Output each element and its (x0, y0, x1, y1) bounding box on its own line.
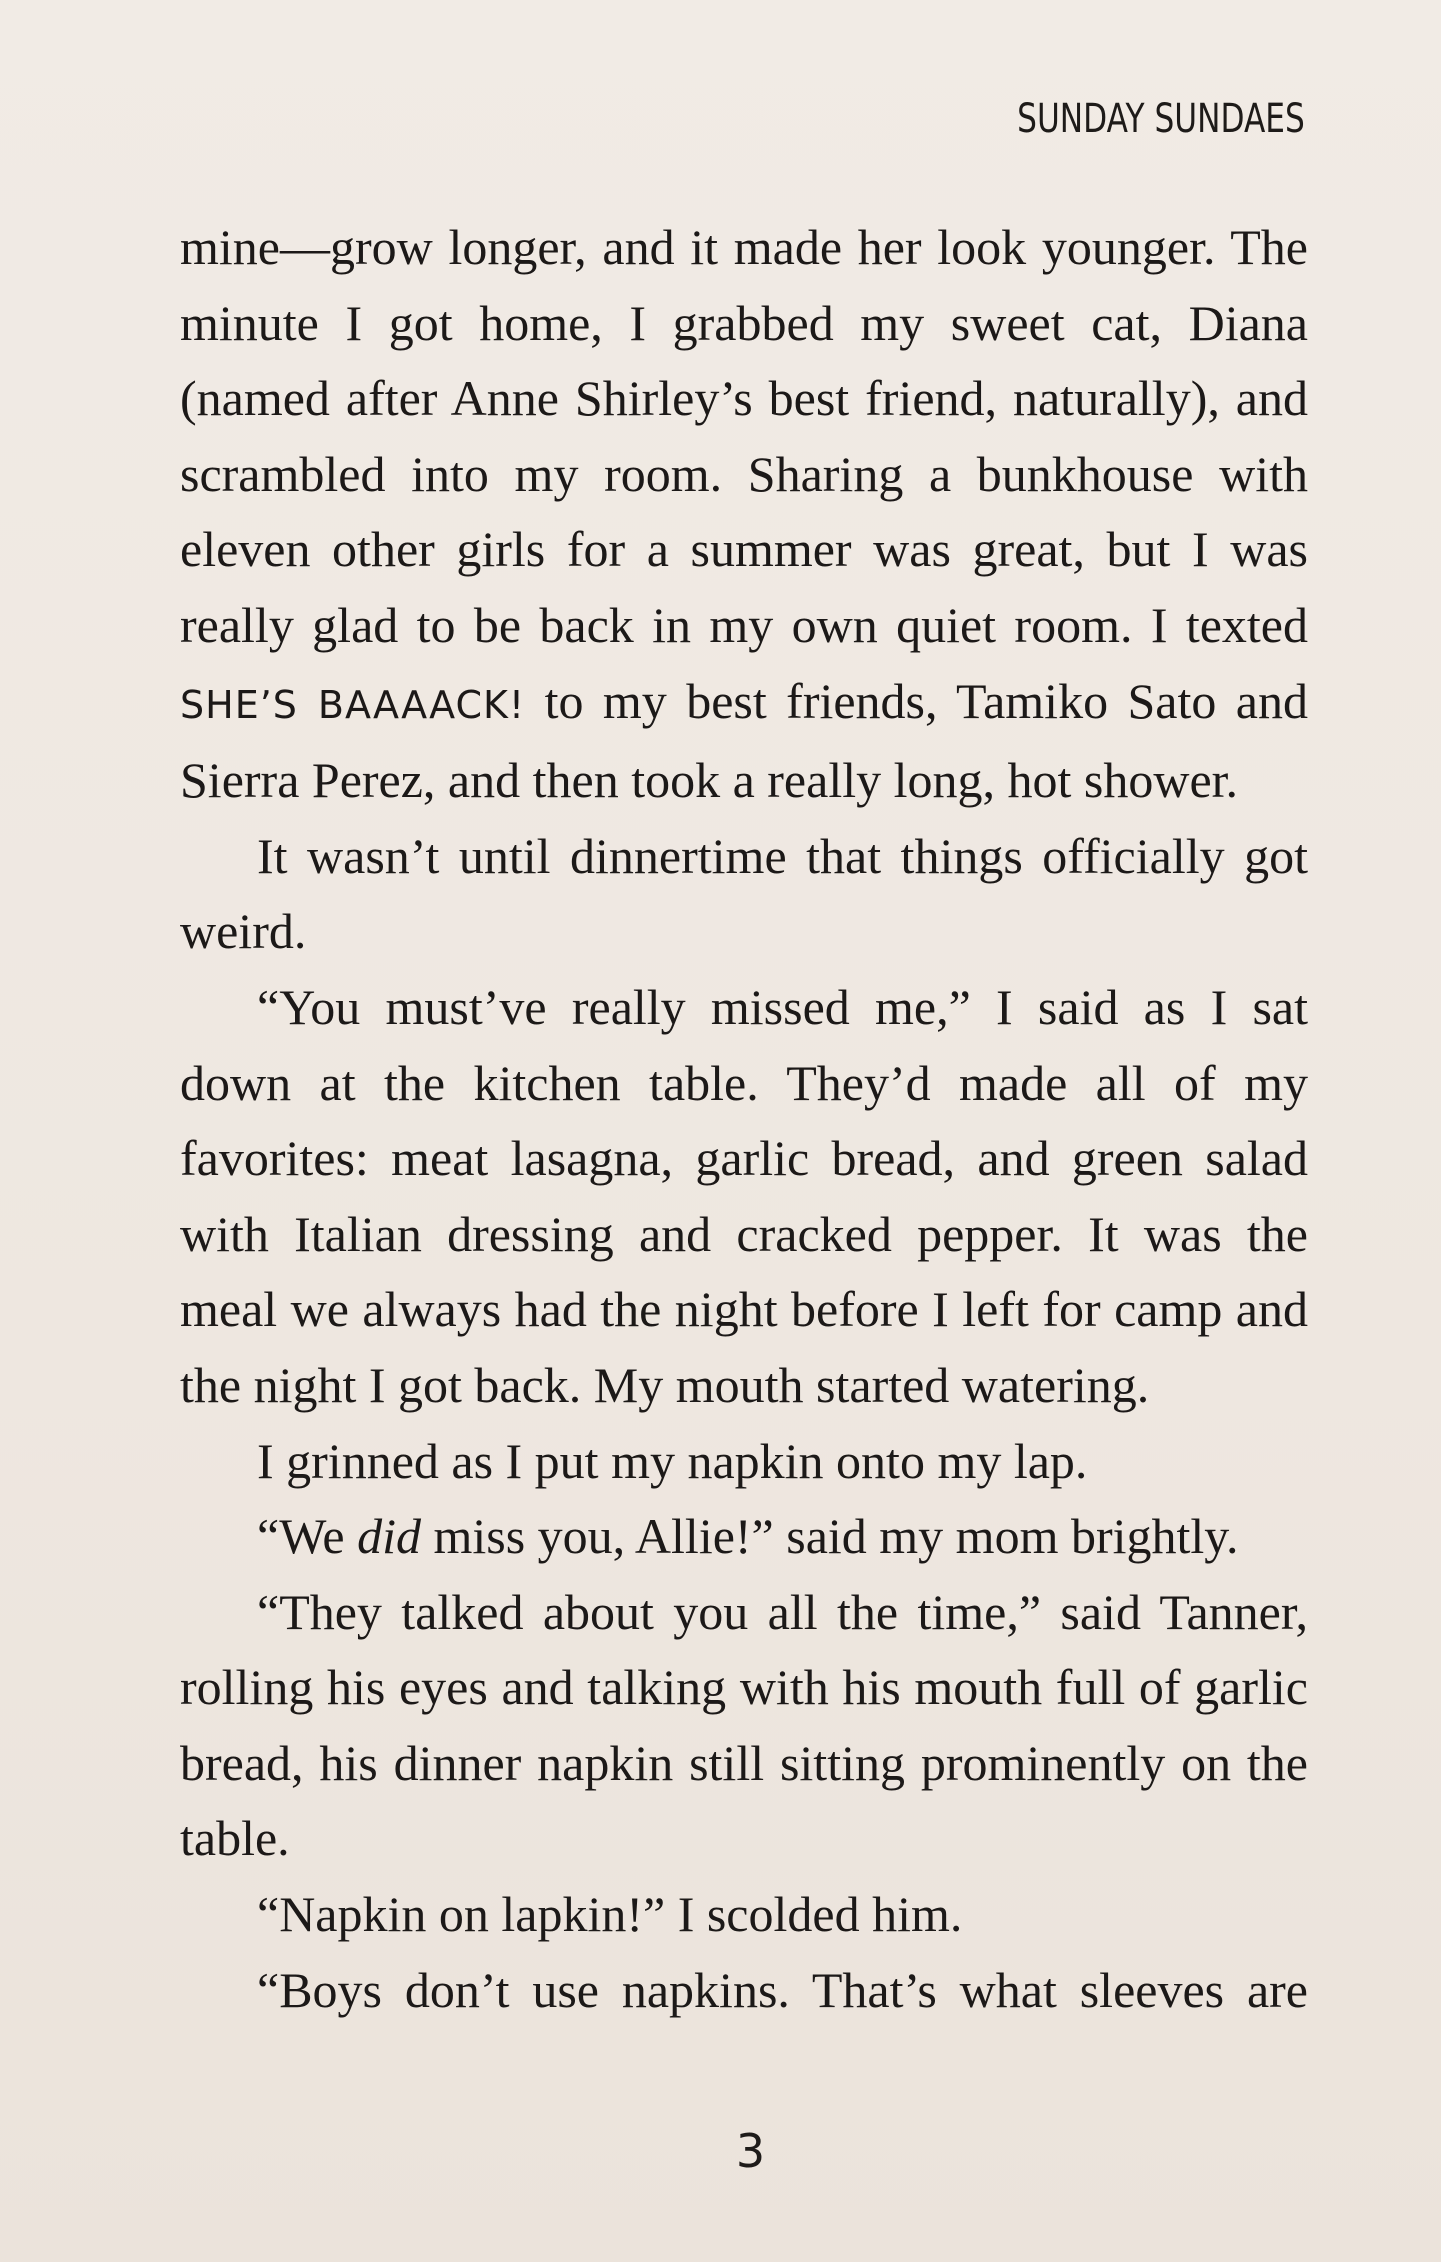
paragraph: “Napkin on lapkin!” I scolded him. (257, 1886, 963, 1943)
paragraph (180, 1499, 1308, 1575)
paragraph: It wasn’t until dinnertime that things officially got weird. (180, 827, 1308, 960)
paragraph (180, 210, 1308, 819)
paragraph: I grinned as I put my napkin onto my lap. (257, 1432, 1088, 1489)
body-text (180, 210, 1308, 2028)
page-number: 3 (735, 2124, 766, 2178)
paragraph: “You must’ve really missed me,” I said as I sat down at the kitchen table. They’d made all of my favorites: meat lasagna, garlic bread, and green salad with Italian dressing and cracked pepper. It was the meal we always had the night before I left for camp and the night I got back. My mouth started watering. (180, 978, 1308, 1413)
paragraph: “They talked about you all the time,” said Tanner, rolling his eyes and talking with his mouth full of garlic bread, his dinner napkin still sitting prominently on the table. (180, 1583, 1308, 1867)
paragraph-text: to my best friends, Tamiko Sato and Sierra Perez, and then took a really long, hot shower. (180, 672, 1308, 809)
running-head: SUNDAY SUNDAES (1017, 96, 1305, 142)
paragraph-text: mine—grow longer, and it made her look younger. The minute I got home, I grabbed my sweet cat, Diana (named after Anne Shirley’s best friend, naturally), and scrambled into my room. Sharing a bunkhouse with eleven other girls for a summer was great, but I was really glad to be back in my own quiet room. I texted (180, 219, 1308, 653)
paragraph-text: “We (257, 1508, 358, 1565)
emphasis-text: did (357, 1508, 421, 1565)
paragraph: “Boys don’t use napkins. That’s what sleeves are (257, 1961, 1308, 2018)
text-message: SHE’S BAAAACK! (180, 682, 526, 727)
paragraph-text: miss you, Allie!” said my mom brightly. (420, 1508, 1239, 1565)
